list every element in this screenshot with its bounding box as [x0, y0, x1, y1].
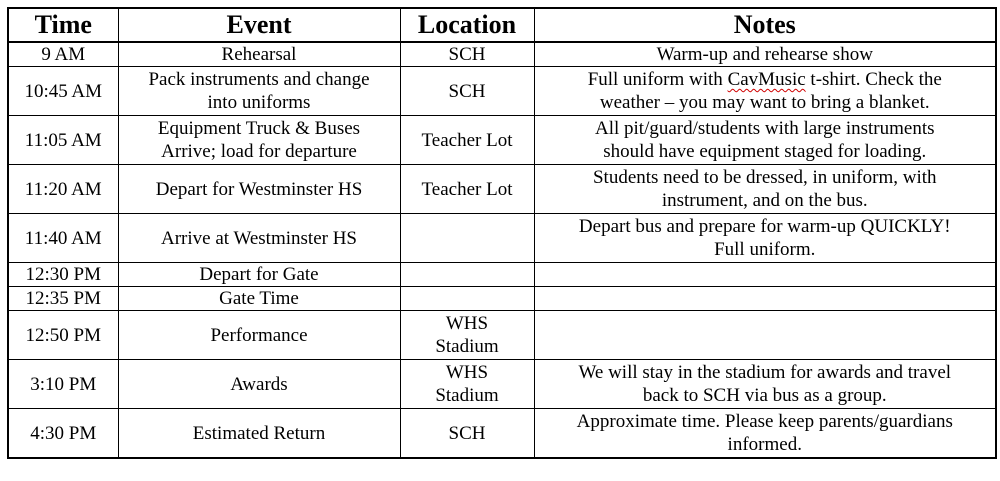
location-line: SCH [448, 422, 486, 444]
notes-line: should have equipment staged for loading. [603, 141, 927, 162]
notes-line: Approximate time. Please keep parents/guardians [576, 411, 953, 432]
cell-event [118, 214, 400, 263]
notes-line: informed. [727, 434, 802, 455]
notes-line: t-shirt. Check the [805, 69, 942, 90]
event-line: Rehearsal [221, 44, 297, 65]
cell-location [400, 116, 534, 165]
event-line: Estimated Return [192, 422, 326, 444]
location-line: WHS [445, 313, 489, 334]
location-line: WHS [445, 362, 489, 383]
cell-event [118, 311, 400, 360]
cell-time: 11:40 AM [8, 214, 118, 263]
cell-location [400, 287, 534, 311]
cell-event [118, 263, 400, 287]
location-line: Teacher Lot [421, 178, 513, 200]
cell-location [400, 42, 534, 67]
location-line: Teacher Lot [421, 129, 513, 151]
cell-notes [534, 116, 996, 165]
cell-time: 12:50 PM [8, 311, 118, 360]
cell-notes [534, 42, 996, 67]
event-line: Pack instruments and change [148, 69, 370, 90]
event-line: Equipment Truck & Buses [157, 118, 361, 139]
cell-event [118, 116, 400, 165]
cell-location [400, 67, 534, 116]
cell-location [400, 360, 534, 409]
cell-location [400, 409, 534, 459]
cell-notes [534, 409, 996, 459]
notes-line: Warm-up and rehearse show [656, 44, 873, 65]
event-line: Depart for Gate [199, 264, 319, 285]
event-line: Awards [230, 373, 288, 395]
schedule-table [7, 7, 997, 459]
cell-time: 12:30 PM [8, 263, 118, 287]
cell-notes [534, 263, 996, 287]
notes-line: Full uniform with [587, 69, 728, 90]
table-row [8, 311, 996, 360]
event-line: Gate Time [219, 288, 299, 309]
table-row [8, 409, 996, 459]
notes-line: Students need to be dressed, in uniform, with [592, 167, 937, 188]
notes-line: Depart bus and prepare for warm-up QUICKLY! [578, 216, 951, 237]
notes-line: back to SCH via bus as a group. [642, 385, 887, 406]
header-location: Location [400, 8, 534, 42]
table-row [8, 360, 996, 409]
table-row [8, 67, 996, 116]
cell-notes [534, 214, 996, 263]
cell-event [118, 165, 400, 214]
event-line: Depart for Westminster HS [155, 178, 363, 200]
cell-time: 10:45 AM [8, 67, 118, 116]
cell-notes [534, 287, 996, 311]
event-line: Arrive; load for departure [161, 141, 357, 162]
cell-event [118, 409, 400, 459]
location-line: Stadium [435, 336, 499, 357]
cell-location [400, 165, 534, 214]
cell-event [118, 287, 400, 311]
cell-event [118, 67, 400, 116]
table-row [8, 116, 996, 165]
event-line: Arrive at Westminster HS [160, 227, 357, 249]
cell-time: 11:05 AM [8, 116, 118, 165]
cell-notes [534, 311, 996, 360]
cell-time: 3:10 PM [8, 360, 118, 409]
table-row [8, 214, 996, 263]
location-line: SCH [448, 44, 486, 65]
table-row [8, 263, 996, 287]
notes-line: All pit/guard/students with large instruments [594, 118, 935, 139]
cell-time: 12:35 PM [8, 287, 118, 311]
cell-event [118, 42, 400, 67]
location-line: SCH [448, 80, 486, 102]
table-row [8, 287, 996, 311]
cell-notes [534, 165, 996, 214]
cell-notes [534, 360, 996, 409]
table-row [8, 42, 996, 67]
header-row [8, 8, 996, 42]
cell-time: 11:20 AM [8, 165, 118, 214]
cell-time: 9 AM [8, 42, 118, 67]
header-event: Event [118, 8, 400, 42]
cell-location [400, 214, 534, 263]
event-line: Performance [210, 324, 308, 346]
event-line: into uniforms [207, 92, 311, 113]
header-time: Time [8, 8, 118, 42]
notes-line: Full uniform. [714, 239, 816, 260]
spellcheck-flagged-word[interactable]: CavMusic [727, 69, 806, 90]
header-notes: Notes [534, 8, 996, 42]
cell-location [400, 263, 534, 287]
cell-event [118, 360, 400, 409]
table-row [8, 165, 996, 214]
notes-line: We will stay in the stadium for awards and travel [578, 362, 952, 383]
notes-line: instrument, and on the bus. [661, 190, 868, 211]
cell-time: 4:30 PM [8, 409, 118, 459]
cell-notes [534, 67, 996, 116]
location-line: Stadium [435, 385, 499, 406]
cell-location [400, 311, 534, 360]
notes-line: weather – you may want to bring a blanket. [599, 92, 930, 113]
